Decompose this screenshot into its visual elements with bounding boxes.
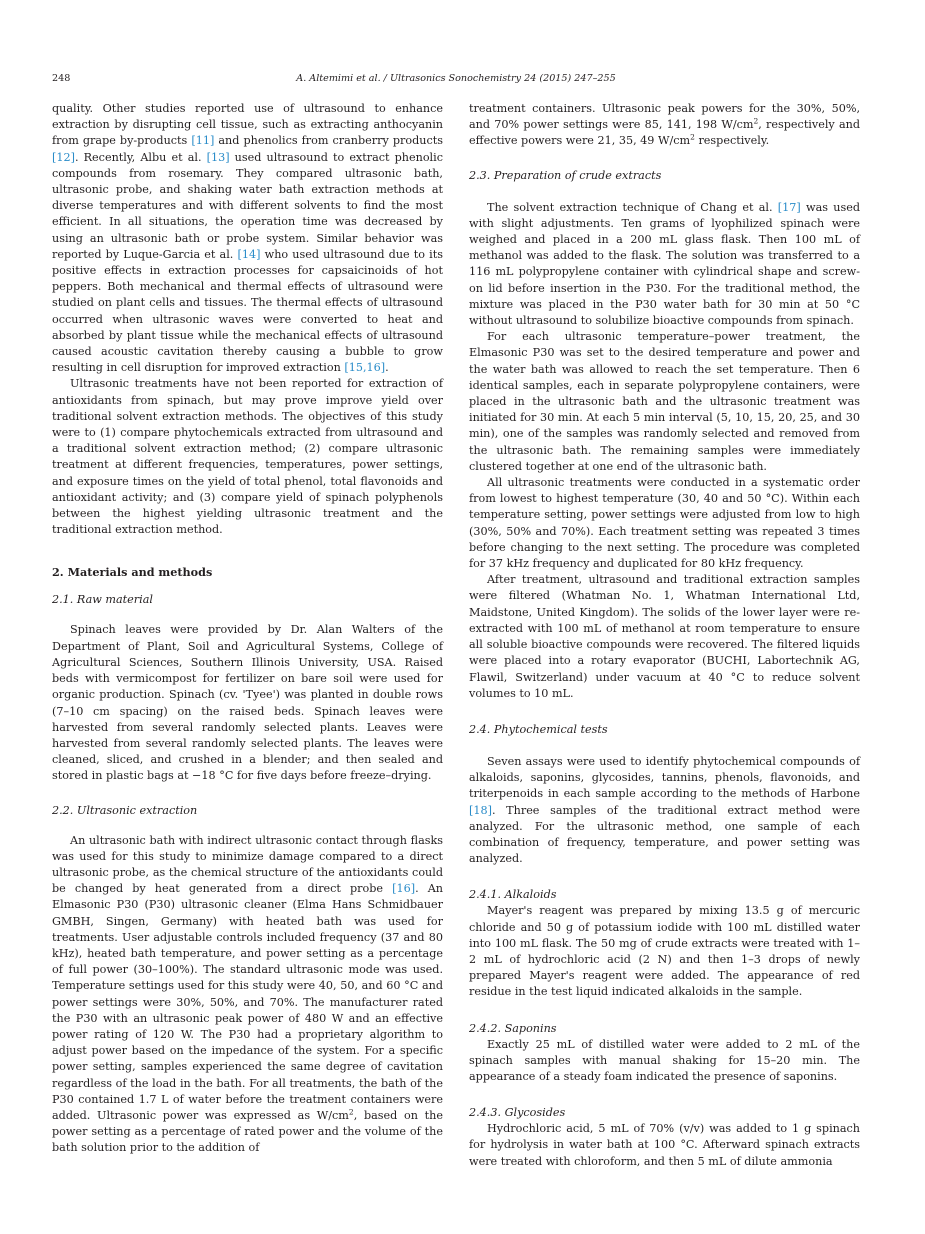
page-header: [52, 70, 860, 88]
paragraph: After treatment, ultrasound and traditional extraction samples were filtered (Whatman No. 1, Whatman International Ltd, Maidstone, United Kingdom). The solids of the lower layer were re-extracted with 100 mL of methanol at room temperature to ensure all soluble bioactive compounds were recovered. The filtered liquids were placed into a rotary evaporator (BUCHI, Labortechnik AG, Flawil, Switzerland) under vacuum at 40 °C to reduce solvent volumes to 10 mL.: [469, 573, 860, 700]
right-column: [469, 101, 860, 1170]
subsubsection-heading: 2.4.1. Alkaloids: [469, 888, 557, 902]
running-head: A. Altemimi et al. / Ultrasonics Sonochemistry 24 (2015) 247–255: [296, 73, 616, 84]
citation-link[interactable]: [13]: [206, 150, 230, 164]
paragraph: quality. Other studies reported use of ultrasound to enhance extraction by disrupting cell tissue, such as extracting anthocyanin from grape by-products [11] and phenolics from cranberry products [12]. Recently, Albu et al. [13] used ultrasound to extract phenolic compounds from rosemary. They compared ultrasonic bath, ultrasonic probe, and shaking water bath extraction methods at diverse temperatures and with different solvents to find the most efficient. In all situations, the operation time was decreased by using an ultrasonic bath or probe system. Similar behavior was reported by Luque-Garcia et al. [14] who used ultrasound due to its positive effects in extraction processes for capsaicinoids of hot peppers. Both mechanical and thermal effects of ultrasound were studied on plant cells and tissues. The thermal effects of ultrasound occurred when ultrasonic waves were converted to heat and absorbed by plant tissue while the mechanical effects of ultrasound caused acoustic cavitation thereby causing a bubble to grow resulting in cell disruption for improved extraction [15,16].: [52, 102, 444, 375]
subsection-heading: 2.1. Raw material: [52, 593, 153, 607]
paragraph: All ultrasonic treatments were conducted in a systematic order from lowest to highest temperature (30, 40 and 50 °C). Within each temperature setting, power settings were adjusted from low to high (30%, 50% and 70%). Each treatment setting was repeated 3 times before changing to the next setting. The procedure was completed for 37 kHz frequency and duplicated for 80 kHz frequency.: [469, 476, 860, 571]
paragraph: treatment containers. Ultrasonic peak powers for the 30%, 50%, and 70% power settings were 85, 141, 198 $W/cm^2$, respectively and effective powers were 21, 35, 49 $W/cm^2$ respectively.: [469, 102, 860, 148]
paragraph: Spinach leaves were provided by Dr. Alan Walters of the Department of Plant, Soil and Agricultural Systems, College of Agricultural Sciences, Southern Illinois University, USA. Raised beds with vermicompost for fertilizer on bare soil were used for organic production. Spinach (cv. 'Tyee') was planted in double rows (7–10 cm spacing) on the raised beds. Spinach leaves were harvested from several randomly selected plants. Leaves were harvested from several randomly selected plants. The leaves were cleaned, sliced, and crushed in a blender; and then sealed and stored in plastic bags at −18 °C for five days before freeze–drying.: [52, 623, 443, 783]
subsubsection-heading: 2.4.2. Saponins: [469, 1021, 557, 1035]
subsection-heading: 2.2. Ultrasonic extraction: [52, 803, 198, 817]
paragraph: Ultrasonic treatments have not been reported for extraction of antioxidants from spinach, but may prove improve yield over traditional solvent extraction methods. The objectives of this study were to (1) compare phytochemicals extracted from ultrasound and a traditional solvent extraction method; (2) compare ultrasonic treatment at different frequencies, temperatures, power settings, and exposure times on the yield of total phenol, total flavonoids and antioxidant activity; and (3) compare yield of spinach polyphenols between the highest yielding ultrasonic treatment and the traditional extraction method.: [52, 377, 443, 537]
citation-link[interactable]: [16]: [392, 882, 416, 896]
citation-link[interactable]: [15,16]: [344, 361, 386, 375]
paragraph: Exactly 25 mL of distilled water were added to 2 mL of the spinach samples with manual shaking for 15–20 min. The appearance of a steady foam indicated the presence of saponins.: [469, 1037, 860, 1083]
paragraph: The solvent extraction technique of Chang et al. [17] was used with slight adjustments. Ten grams of lyophilized spinach were weighed and placed in a 200 mL glass flask. Then 100 mL of methanol was added to the flask. The solution was transferred to a 116 mL polypropylene container with cylindrical shape and screw-on lid before insertion in the P30. For the traditional method, the mixture was placed in the P30 water bath for 30 min at 50 °C without ultrasound to solubilize bioactive compounds from spinach.: [469, 200, 860, 328]
section-heading: 2. Materials and methods: [52, 565, 213, 580]
paragraph: Mayer's reagent was prepared by mixing 13.5 g of mercuric chloride and 50 g of potassium iodide with 100 mL distilled water into 100 mL flask. The 50 mg of crude extracts were treated with 1–2 mL of hydrochloric acid (2 N) and then 1–3 drops of newly prepared Mayer's reagent were added. The appearance of red residue in the test liquid indicated alkaloids in the sample.: [469, 904, 860, 999]
citation-link[interactable]: [18]: [469, 803, 492, 817]
left-column: [52, 101, 443, 1157]
citation-link[interactable]: [11]: [191, 134, 215, 148]
citation-link[interactable]: [14]: [237, 247, 261, 261]
citation-link[interactable]: [12]: [52, 150, 75, 164]
citation-link[interactable]: [17]: [777, 200, 801, 214]
subsubsection-heading: 2.4.3. Glycosides: [469, 1106, 566, 1120]
paragraph: For each ultrasonic temperature–power treatment, the Elmasonic P30 was set to the desired temperature and power and the water bath was allowed to reach the set temperature. Then 6 identical samples, each in separate polypropylene containers, were placed in the ultrasonic bath and the ultrasonic treatment was initiated for 30 min. At each 5 min interval (5, 10, 15, 20, 25, and 30 min), one of the samples was randomly selected and removed from the ultrasonic bath. The remaining samples were immediately clustered together at one end of the ultrasonic bath.: [469, 330, 860, 473]
subsection-heading: 2.4. Phytochemical tests: [469, 722, 608, 736]
paragraph: Seven assays were used to identify phytochemical compounds of alkaloids, saponins, glycosides, tannins, phenols, flavonoids, and triterpenoids in each sample according to the methods of Harbone [18]. Three samples of the traditional extract method were analyzed. For the ultrasonic method, one sample of each combination of frequency, temperature, and power setting was analyzed.: [469, 754, 860, 866]
subsection-heading: 2.3. Preparation of crude extracts: [469, 168, 662, 182]
paragraph: Hydrochloric acid, 5 mL of 70% (v/v) was added to 1 g spinach for hydrolysis in water bath at 100 °C. Afterward spinach extracts were treated with chloroform, and then 5 mL of dilute ammonia: [469, 1122, 860, 1168]
page-number: 248: [52, 73, 71, 84]
paragraph: An ultrasonic bath with indirect ultrasonic contact through flasks was used for this study to minimize damage compared to a direct ultrasonic probe, as the chemical structure of the antioxidants could be changed by heat generated from a direct probe [16]. An Elmasonic P30 (P30) ultrasonic cleaner (Elma Hans Schmidbauer GMBH, Singen, Germany) with heated bath was used for treatments. User adjustable controls included frequency (37 and 80 kHz), heated bath temperature, and power setting as a percentage of full power (30–100%). The standard ultrasonic mode was used. Temperature settings used for this study were 40, 50, and 60 °C and power settings were 30%, 50%, and 70%. The manufacturer rated the P30 with an ultrasonic peak power of 480 W and an effective power rating of 120 W. The P30 had a proprietary algorithm to adjust power based on the impedance of the system. For a specific power setting, samples experienced the same degree of cavitation regardless of the load in the bath. For all treatments, the bath of the P30 contained 1.7 L of water before the treatment containers were added. Ultrasonic power was expressed as $W/cm^2$, based on the power setting as a percentage of rated power and the volume of the bath solution prior to the addition of: [52, 833, 443, 1155]
